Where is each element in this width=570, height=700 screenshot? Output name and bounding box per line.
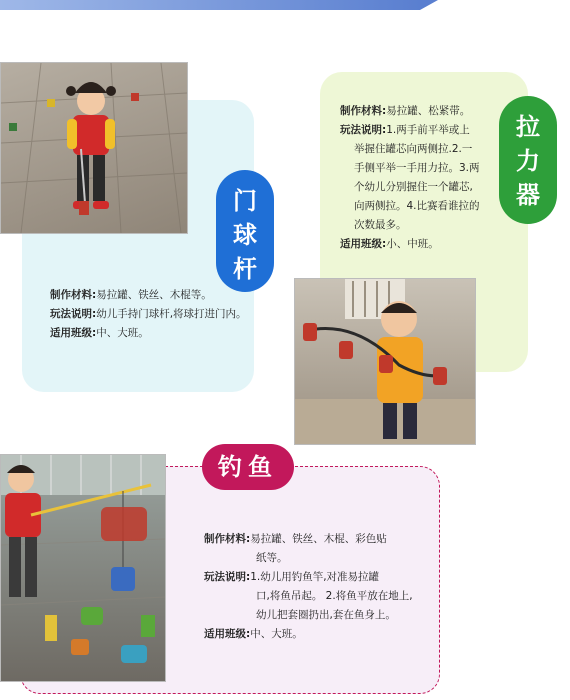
- materials-line: 纸等。: [256, 552, 288, 564]
- title-char: 器: [516, 181, 540, 209]
- puller-title: [499, 96, 557, 224]
- level-text: 中、大班。: [250, 628, 303, 640]
- howto-label: 玩法说明:: [50, 308, 97, 320]
- level-text: 小、中班。: [386, 238, 439, 250]
- materials-text: 易拉罐、松紧带。: [386, 105, 471, 117]
- materials-text: 易拉罐、铁丝、木棍等。: [96, 289, 212, 301]
- gate-ball-description: [50, 286, 250, 343]
- level-label: 适用班级:: [340, 238, 387, 250]
- materials-label: 制作材料:: [50, 289, 97, 301]
- puller-description: [340, 102, 500, 254]
- howto-text: 幼儿手持门球杆,将球打进门内。: [96, 308, 247, 320]
- howto-line: 幼儿把套圈扔出,套在鱼身上。: [256, 609, 396, 621]
- howto-line: 手侧平举一手用力拉。3.两: [354, 162, 480, 174]
- level-label: 适用班级:: [204, 628, 251, 640]
- level-label: 适用班级:: [50, 327, 97, 339]
- materials-line: 易拉罐、铁丝、木棍、彩色贴: [250, 533, 387, 545]
- photo-boy-puller: [294, 278, 476, 445]
- title-char: 球: [233, 221, 257, 249]
- materials-label: 制作材料:: [204, 533, 251, 545]
- howto-line: 举握住罐芯向两侧拉.2.一: [354, 143, 473, 155]
- gate-ball-title: [216, 170, 274, 292]
- howto-label: 玩法说明:: [340, 124, 387, 136]
- fishing-title: 钓鱼: [202, 444, 294, 490]
- title-char: 门: [233, 187, 257, 215]
- title-char: 杆: [233, 255, 257, 283]
- photo-girl-fishing: [0, 454, 166, 682]
- howto-line: 个幼儿分别握住一个罐芯,: [354, 181, 473, 193]
- howto-line: 1.两手前平举或上: [386, 124, 470, 136]
- howto-line: 1.幼儿用钓鱼竿,对准易拉罐: [250, 571, 380, 583]
- howto-label: 玩法说明:: [204, 571, 251, 583]
- howto-line: 口,将鱼吊起。 2.将鱼平放在地上,: [256, 590, 413, 602]
- title-char: 力: [516, 147, 540, 175]
- materials-label: 制作材料:: [340, 105, 387, 117]
- howto-line: 次数最多。: [354, 219, 407, 231]
- level-text: 中、大班。: [96, 327, 149, 339]
- fishing-description: [204, 530, 426, 644]
- top-banner-bar: [0, 0, 420, 10]
- title-char: 拉: [516, 113, 540, 141]
- howto-line: 向两侧拉。4.比赛看谁拉的: [354, 200, 480, 212]
- photo-girl-gate-ball: [0, 62, 188, 234]
